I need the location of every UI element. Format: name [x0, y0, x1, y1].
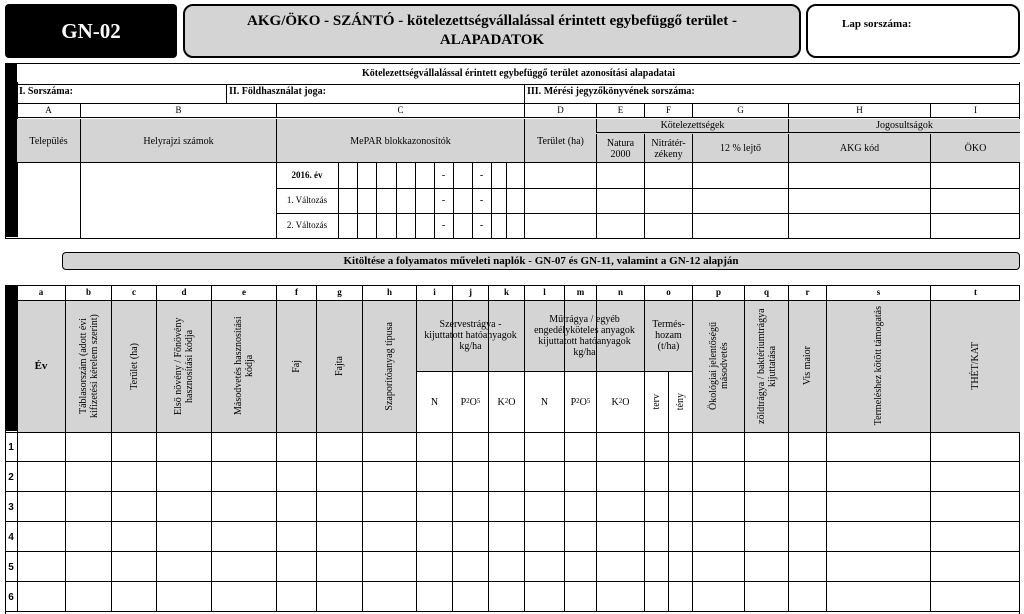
row-valtozas-2: 2. Változás — [286, 219, 328, 230]
table-cell[interactable] — [111, 552, 156, 582]
col-oko: ÖKO — [930, 134, 1020, 163]
mepar-dash: - — [441, 170, 446, 181]
mepar-input-cell[interactable] — [491, 163, 506, 188]
table-cell[interactable] — [416, 462, 452, 492]
table-cell[interactable] — [276, 462, 316, 492]
letter-H: H — [788, 104, 930, 118]
letter-A: A — [45, 105, 52, 116]
table-cell[interactable] — [930, 522, 1020, 552]
column-letter-t: t — [930, 285, 1020, 300]
table-cell[interactable] — [316, 432, 362, 462]
mepar-input-cell[interactable] — [491, 213, 506, 238]
col-akg: AKG kód — [788, 134, 930, 163]
column-letter-e: e — [211, 285, 276, 300]
column-letter-c: c — [111, 285, 156, 300]
table-cell[interactable] — [564, 492, 596, 522]
mepar-dash: - — [479, 170, 484, 181]
table-cell[interactable] — [316, 582, 362, 612]
group-mutragya: Műtrágya / egyéb engedélyköteles anyagok kijuttatott hatóanyagok kg/ha — [524, 300, 644, 372]
table-cell[interactable] — [276, 582, 316, 612]
phosphorus-label-part: 5 — [586, 397, 591, 406]
table-cell[interactable] — [644, 552, 668, 582]
table-cell[interactable] — [564, 432, 596, 462]
row-number: 2 — [8, 471, 14, 483]
col-teny — [668, 372, 692, 432]
table-cell[interactable] — [930, 432, 1020, 462]
table-cell[interactable] — [362, 462, 416, 492]
mepar-input-cell[interactable] — [491, 188, 506, 213]
phosphorus-label-part: 5 — [476, 397, 481, 406]
table-cell[interactable] — [111, 462, 156, 492]
col-fajta — [316, 300, 362, 432]
mepar-input-cell[interactable] — [357, 188, 376, 213]
mepar-input-cell[interactable] — [338, 188, 357, 213]
col-okologiai — [692, 300, 744, 432]
col-thet-label: THÉT/KAT — [970, 342, 981, 390]
table-cell[interactable] — [111, 492, 156, 522]
group-kotelezettsegek: Kötelezettségek — [596, 119, 788, 133]
table-cell[interactable] — [744, 492, 788, 522]
column-letter-n: n — [596, 285, 644, 300]
letter-G: G — [692, 104, 788, 118]
table-cell[interactable] — [111, 522, 156, 552]
table-cell[interactable] — [744, 462, 788, 492]
table-cell[interactable] — [452, 462, 488, 492]
table-cell[interactable] — [930, 582, 1020, 612]
col-tablasorszam — [65, 300, 111, 432]
phosphorus-label-part: O — [579, 396, 587, 408]
table-cell[interactable] — [826, 552, 930, 582]
table-cell[interactable] — [826, 492, 930, 522]
col-ev: Év — [34, 359, 48, 372]
divider-g — [692, 163, 693, 238]
col-zoldtragya — [744, 300, 788, 432]
table-cell[interactable] — [211, 522, 276, 552]
table-cell[interactable] — [316, 552, 362, 582]
column-divider — [826, 300, 827, 432]
table-cell[interactable] — [65, 552, 111, 582]
table-cell[interactable] — [211, 492, 276, 522]
field-sorszama[interactable]: I. Sorszáma: — [19, 86, 73, 97]
szerves-p2o5 — [452, 372, 488, 432]
row-number: 4 — [8, 531, 14, 543]
table-cell[interactable] — [644, 432, 668, 462]
column-divider — [744, 300, 745, 432]
column-divider — [362, 300, 363, 432]
letter-I: I — [930, 104, 1020, 118]
table-cell[interactable] — [488, 552, 524, 582]
table-cell[interactable] — [826, 432, 930, 462]
col-vis-maior — [788, 300, 826, 432]
table-cell[interactable] — [668, 462, 692, 492]
mepar-input-cell[interactable] — [357, 163, 376, 188]
column-letter-h: h — [362, 285, 416, 300]
mepar-input-cell[interactable] — [357, 213, 376, 238]
table-cell[interactable] — [596, 462, 644, 492]
column-letter-d: d — [156, 285, 211, 300]
table-cell[interactable] — [416, 492, 452, 522]
table-cell[interactable] — [930, 462, 1020, 492]
table-cell[interactable] — [596, 492, 644, 522]
table-cell[interactable] — [692, 582, 744, 612]
row-number: 6 — [8, 591, 14, 603]
table-cell[interactable] — [644, 462, 668, 492]
column-letter-r: r — [788, 285, 826, 300]
col-hrsz: Helyrajzi számok — [80, 119, 276, 163]
table-cell[interactable] — [788, 522, 826, 552]
divider-f — [644, 163, 645, 238]
table-cell[interactable] — [452, 552, 488, 582]
divider-i — [930, 163, 931, 238]
table-cell[interactable] — [668, 552, 692, 582]
table-cell[interactable] — [596, 432, 644, 462]
table-cell[interactable] — [65, 462, 111, 492]
row-2016: 2016. év — [291, 169, 323, 180]
col-termeleshez-label: Termeléshez kötött támogatás — [873, 306, 884, 426]
sheet-number-box — [806, 4, 1020, 58]
table-cell[interactable] — [211, 462, 276, 492]
row-number: 5 — [8, 561, 14, 573]
table-cell[interactable] — [65, 582, 111, 612]
group-termeshozam: Termés-hozam (t/ha) — [644, 300, 692, 372]
form-code: GN-02 — [61, 18, 121, 43]
col-elso-noveny-label: Első növény / Főnövény hasznosítási kódja — [173, 317, 195, 415]
table-cell[interactable] — [452, 582, 488, 612]
table-cell[interactable] — [644, 522, 668, 552]
table-cell[interactable] — [488, 582, 524, 612]
mepar-input-cell[interactable] — [453, 213, 472, 238]
table-cell[interactable] — [524, 582, 564, 612]
table-cell[interactable] — [826, 462, 930, 492]
table-cell[interactable] — [488, 432, 524, 462]
table-cell[interactable] — [452, 522, 488, 552]
potassium-label-part: O — [508, 396, 516, 408]
table-cell[interactable] — [564, 582, 596, 612]
column-letter-f: f — [276, 285, 316, 300]
mu-p2o5 — [564, 372, 596, 432]
sheet-number-label: Lap sorszáma: — [842, 18, 912, 30]
column-letter-l: l — [524, 285, 564, 300]
table-cell[interactable] — [276, 432, 316, 462]
table-cell[interactable] — [156, 462, 211, 492]
nitrogen-label: N — [430, 396, 439, 408]
column-letter-g: g — [316, 285, 362, 300]
col-terulet-ha: Terület (ha) — [524, 119, 596, 163]
potassium-label-part: 2 — [504, 397, 509, 406]
col-fajta-label: Fajta — [334, 356, 345, 376]
table-cell[interactable] — [17, 552, 65, 582]
row-valtozas-1: 1. Változás — [286, 194, 328, 205]
col-nitrat: Nitrátér- zékeny — [644, 134, 692, 163]
table-cell[interactable] — [596, 552, 644, 582]
col-masodvetes-kod — [211, 300, 276, 432]
phosphorus-label-part: P — [460, 396, 467, 408]
row-number: 3 — [8, 501, 14, 513]
table-cell[interactable] — [65, 522, 111, 552]
table-cell[interactable] — [316, 522, 362, 552]
mepar-dash: - — [441, 195, 446, 206]
table-cell[interactable] — [156, 552, 211, 582]
table-cell[interactable] — [156, 492, 211, 522]
column-letter-j: j — [452, 285, 488, 300]
mepar-dash: - — [479, 220, 484, 231]
column-divider — [156, 300, 157, 432]
table-cell[interactable] — [65, 492, 111, 522]
letter-C: C — [276, 104, 524, 118]
col-lejto: 12 % lejtő — [692, 134, 788, 163]
table-cell[interactable] — [452, 492, 488, 522]
column-letter-p: p — [692, 285, 744, 300]
potassium-label-part: K — [611, 396, 619, 408]
table-cell[interactable] — [744, 522, 788, 552]
col-vis-maior-label: Vis maior — [802, 346, 813, 386]
table-cell[interactable] — [316, 462, 362, 492]
divider-e — [596, 163, 597, 238]
row-number: 1 — [8, 441, 14, 453]
table-cell[interactable] — [692, 492, 744, 522]
table-cell[interactable] — [111, 582, 156, 612]
column-letter-o: o — [644, 285, 692, 300]
phosphorus-label-part: 2 — [576, 397, 580, 406]
col-masodvetes-kod-label: Másodvetés hasznosítási kódja — [233, 316, 255, 416]
potassium-label-part: K — [497, 396, 505, 408]
table-cell[interactable] — [692, 522, 744, 552]
column-letter-k: k — [488, 285, 524, 300]
potassium-label-part: 2 — [618, 397, 623, 406]
col-thet — [930, 300, 1020, 432]
column-divider — [211, 300, 212, 432]
mepar-input-cell[interactable] — [338, 213, 357, 238]
mepar-dash: - — [479, 195, 484, 206]
phosphorus-label-part: P — [570, 396, 577, 408]
table-cell[interactable] — [416, 432, 452, 462]
column-divider — [65, 300, 66, 432]
letter-E: E — [596, 104, 644, 118]
mepar-input-cell[interactable] — [396, 163, 415, 188]
column-divider — [416, 300, 417, 432]
column-divider — [111, 300, 112, 432]
table-cell[interactable] — [644, 582, 668, 612]
table-cell[interactable] — [596, 522, 644, 552]
cell-hrsz[interactable] — [80, 163, 81, 238]
section2-banner: Kitöltése a folyamatos műveleti naplók - GN-07 és GN-11, valamint a GN-12 alapján — [62, 252, 1020, 270]
mepar-box-divider — [506, 163, 507, 238]
col-terv-label: terv — [651, 394, 662, 410]
col-szaporitoanyag — [362, 300, 416, 432]
col-terulet-label: Terület (ha) — [128, 342, 140, 390]
table-cell[interactable] — [668, 432, 692, 462]
mepar-input-cell[interactable] — [453, 163, 472, 188]
letter-D: D — [524, 104, 596, 118]
table-cell[interactable] — [826, 582, 930, 612]
column-divider — [788, 300, 789, 432]
table-cell[interactable] — [156, 432, 211, 462]
mepar-input-cell[interactable] — [396, 213, 415, 238]
table-cell[interactable] — [524, 492, 564, 522]
table-cell[interactable] — [524, 432, 564, 462]
table-cell[interactable] — [17, 582, 65, 612]
table-cell[interactable] — [452, 432, 488, 462]
section1-title: Kötelezettségvállalással érintett egybefüggő terület azonosítási alapadatai — [17, 63, 1020, 82]
potassium-label-part: O — [622, 396, 630, 408]
table-cell[interactable] — [692, 462, 744, 492]
table-cell[interactable] — [17, 522, 65, 552]
sub-divider — [564, 372, 565, 432]
mepar-input-cell[interactable] — [376, 188, 396, 213]
strip-divider — [17, 285, 18, 432]
szerves-k2o — [488, 372, 524, 432]
form-code-badge — [5, 4, 177, 58]
phosphorus-label-part: 2 — [466, 397, 470, 406]
table-cell[interactable] — [362, 432, 416, 462]
sub-divider — [668, 372, 669, 432]
col-terulet — [111, 300, 156, 432]
field-foldhasznalat[interactable]: II. Földhasználat joga: — [226, 84, 524, 104]
mepar-input-cell[interactable] — [376, 163, 396, 188]
sub-divider — [488, 372, 489, 432]
table-cell[interactable] — [488, 522, 524, 552]
table-cell[interactable] — [564, 522, 596, 552]
col-okologiai-label: Ökológiai jelentőségű másodvetés — [707, 321, 730, 411]
table-cell[interactable] — [416, 522, 452, 552]
table-cell[interactable] — [362, 552, 416, 582]
column-divider — [644, 300, 645, 432]
col-mepar: MePAR blokkazonosítók — [276, 119, 524, 163]
table-cell[interactable] — [17, 462, 65, 492]
table-cell[interactable] — [930, 552, 1020, 582]
table-cell[interactable] — [65, 432, 111, 462]
group-jogosultsagok: Jogosultságok — [788, 119, 1020, 133]
mepar-input-cell[interactable] — [338, 163, 357, 188]
table-cell[interactable] — [524, 552, 564, 582]
table-cell[interactable] — [211, 552, 276, 582]
column-divider — [276, 300, 277, 432]
form-title-line1: AKG/ÖKO - SZÁNTÓ - kötelezettségvállalással érintett egybefüggő terület - — [247, 13, 737, 30]
column-letter-b: b — [65, 285, 111, 300]
szerves-n — [416, 372, 452, 432]
table-cell[interactable] — [316, 492, 362, 522]
column-divider — [316, 300, 317, 432]
divider-d — [524, 163, 525, 238]
table-cell[interactable] — [788, 582, 826, 612]
table-cell[interactable] — [564, 552, 596, 582]
table-cell[interactable] — [362, 582, 416, 612]
table-cell[interactable] — [596, 582, 644, 612]
group-szervestragya: Szervestrágya - kijuttatott hatóanyagok kg/ha — [416, 300, 524, 372]
mepar-input-cell[interactable] — [396, 188, 415, 213]
table-cell[interactable] — [744, 582, 788, 612]
table-cell[interactable] — [488, 492, 524, 522]
table-cell[interactable] — [788, 552, 826, 582]
sub-divider — [452, 372, 453, 432]
table-cell[interactable] — [17, 432, 65, 462]
form-title-box — [183, 4, 801, 58]
letter-F: F — [644, 104, 692, 118]
col-zoldtragya-label: zöldtrágya / baktériumtrágya kijuttatása — [755, 308, 778, 424]
table-cell[interactable] — [564, 462, 596, 492]
table-cell[interactable] — [788, 492, 826, 522]
col-faj-label: Faj — [291, 359, 302, 373]
table-cell[interactable] — [524, 462, 564, 492]
table-cell[interactable] — [211, 432, 276, 462]
col-teny-label: tény — [675, 393, 686, 411]
mepar-input-cell[interactable] — [415, 188, 434, 213]
table-cell[interactable] — [744, 552, 788, 582]
field-meresi[interactable]: III. Mérési jegyzőkönyvének sorszáma: — [524, 84, 1020, 104]
table-cell[interactable] — [211, 582, 276, 612]
mepar-input-cell[interactable] — [415, 213, 434, 238]
mu-n — [524, 372, 564, 432]
form-title-line2: ALAPADATOK — [439, 32, 545, 48]
table-cell[interactable] — [111, 432, 156, 462]
column-letter-a: a — [38, 286, 44, 297]
table-cell[interactable] — [362, 492, 416, 522]
table-cell[interactable] — [826, 522, 930, 552]
col-tablasorszam-label: Táblasorszám (adott évi kifizetési kérelem szerint) — [77, 314, 100, 418]
column-letter-i: i — [416, 285, 452, 300]
col-faj — [276, 300, 316, 432]
letter-B: B — [80, 104, 276, 118]
table-cell[interactable] — [788, 432, 826, 462]
col-telepules: Település — [29, 135, 68, 147]
column-divider — [524, 300, 525, 432]
table-cell[interactable] — [362, 522, 416, 552]
col-elso-noveny — [156, 300, 211, 432]
table-cell[interactable] — [668, 492, 692, 522]
column-letter-m: m — [564, 285, 596, 300]
column-divider — [692, 300, 693, 432]
table-cell[interactable] — [524, 522, 564, 552]
nitrogen-label: N — [540, 396, 549, 408]
table-cell[interactable] — [488, 462, 524, 492]
mepar-input-cell[interactable] — [415, 163, 434, 188]
col-natura: Natura 2000 — [596, 134, 644, 163]
table-cell[interactable] — [692, 552, 744, 582]
table-cell[interactable] — [692, 432, 744, 462]
table-cell[interactable] — [276, 522, 316, 552]
table-cell[interactable] — [744, 432, 788, 462]
mepar-input-cell[interactable] — [376, 213, 396, 238]
table-cell[interactable] — [156, 582, 211, 612]
column-letter-s: s — [826, 285, 930, 300]
column-divider — [930, 300, 931, 432]
column-letter-q: q — [744, 285, 788, 300]
table-cell[interactable] — [276, 492, 316, 522]
table-cell[interactable] — [668, 582, 692, 612]
col-terv — [644, 372, 668, 432]
table-cell[interactable] — [644, 492, 668, 522]
phosphorus-label-part: O — [469, 396, 477, 408]
table-cell[interactable] — [668, 522, 692, 552]
mepar-input-cell[interactable] — [453, 188, 472, 213]
table-cell[interactable] — [788, 462, 826, 492]
divider-h — [788, 163, 789, 238]
mu-k2o — [596, 372, 644, 432]
col-termeleshez — [826, 300, 930, 432]
table-cell[interactable] — [416, 552, 452, 582]
sub-divider — [596, 372, 597, 432]
col-szaporitoanyag-label: Szaporítóanyag típusa — [384, 321, 395, 411]
table-cell[interactable] — [17, 492, 65, 522]
table-cell[interactable] — [416, 582, 452, 612]
mepar-dash: - — [441, 220, 446, 231]
table-cell[interactable] — [156, 522, 211, 552]
table-cell[interactable] — [930, 492, 1020, 522]
table-cell[interactable] — [276, 552, 316, 582]
